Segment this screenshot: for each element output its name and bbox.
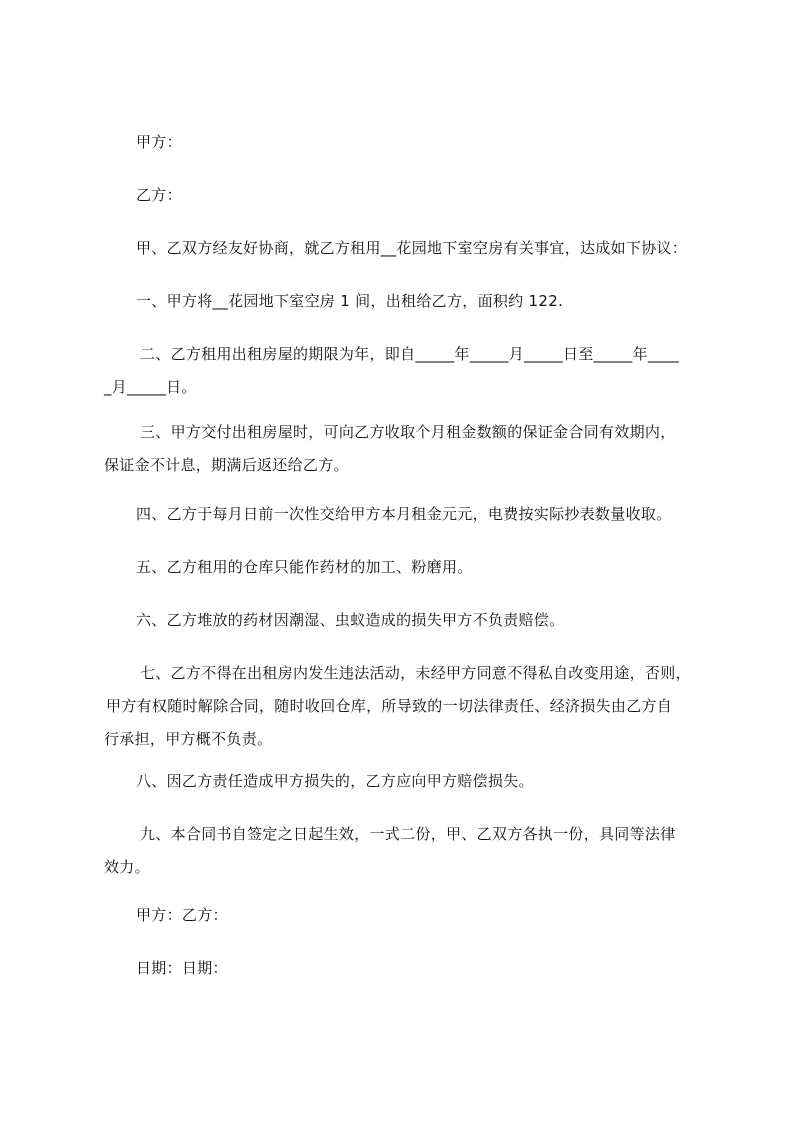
clause-9 — [104, 818, 704, 884]
party-a-label: 甲方： — [136, 133, 182, 151]
clause-9-line-2: 效力。 — [104, 858, 150, 876]
clause-3-line-2: 保证金不计息，期满后返还给乙方。 — [104, 456, 349, 474]
clause-7-line-3: 行承担，甲方概不负责。 — [104, 730, 273, 748]
clause-9-line-1: 九、本合同书自签定之日起生效，一式二份，甲、乙双方各执一份，具同等法律 — [140, 825, 676, 843]
party-b-label: 乙方： — [136, 186, 182, 204]
clause-5: 五、乙方租用的仓库只能作药材的加工、粉磨用。 — [136, 558, 473, 576]
date-line: 日期：日期： — [136, 959, 228, 977]
clause-1: 一、甲方将__花园地下室空房 1 间，出租给乙方，面积约 122. — [136, 292, 564, 310]
clause-2-line-2: _月_____日。 — [104, 378, 197, 396]
clause-3-line-1: 三、甲方交付出租房屋时，可向乙方收取个月租金数额的保证金合同有效期内， — [140, 423, 676, 441]
intro-paragraph: 甲、乙双方经友好协商，就乙方租用__花园地下室空房有关事宜，达成如下协议： — [136, 239, 688, 257]
clause-8: 八、因乙方责任造成甲方损失的，乙方应向甲方赔偿损失。 — [136, 772, 534, 790]
signature-line: 甲方：乙方： — [136, 906, 228, 924]
clause-7 — [104, 657, 704, 756]
clause-7-line-2: 甲方有权随时解除合同，随时收回仓库，所导致的一切法律责任、经济损失由乙方自 — [106, 697, 673, 715]
clause-7-line-1: 七、乙方不得在出租房内发生违法活动，未经甲方同意不得私自改变用途，否则， — [140, 664, 691, 682]
clause-2-line-1: 二、乙方租用出租房屋的期限为年，即自_____年_____月_____日至_____年____ — [140, 345, 680, 363]
clause-4: 四、乙方于每月日前一次性交给甲方本月租金元元，电费按实际抄表数量收取。 — [136, 505, 672, 523]
clause-2 — [104, 338, 704, 404]
clause-3 — [104, 416, 704, 482]
clause-6: 六、乙方堆放的药材因潮湿、虫蚁造成的损失甲方不负责赔偿。 — [136, 611, 565, 629]
